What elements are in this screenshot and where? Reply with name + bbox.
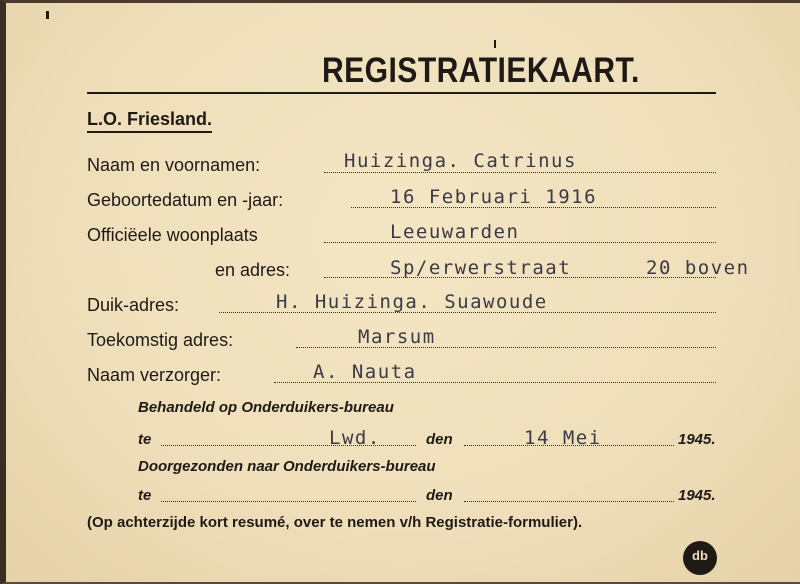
address-label: en adres:: [215, 260, 291, 280]
residence-value: Leeuwarden: [390, 221, 520, 243]
processed-year: 1945.: [678, 431, 716, 448]
footer-note: (Op achterzijde kort resumé, over te nemen v/h Registratie-formulier).: [87, 514, 583, 531]
name-dotted-line: [324, 172, 716, 173]
forwarded-te-label: te: [138, 487, 152, 504]
address-street-value: Sp/erwerstraat: [390, 257, 572, 279]
name-value: Huizinga. Catrinus: [344, 150, 577, 172]
processed-date-value: 14 Mei: [524, 427, 602, 449]
name-label: Naam en voornamen:: [87, 155, 261, 175]
address-number-value: 20 boven: [646, 257, 750, 279]
caretaker-label: Naam verzorger:: [87, 365, 222, 385]
title-underline: [87, 92, 716, 94]
forwarded-date-dotted-line: [464, 501, 674, 502]
processed-place-value: Lwd.: [329, 427, 381, 449]
forwarded-place-dotted-line: [161, 501, 416, 502]
organization-label: L.O. Friesland.: [87, 109, 212, 133]
card-title: REGISTRATIEKAART.: [322, 51, 640, 90]
processed-heading: Behandeld op Onderduikers-bureau: [138, 399, 394, 416]
forwarded-den-label: den: [426, 487, 453, 504]
future-address-label: Toekomstig adres:: [87, 330, 234, 350]
corner-mark: [46, 11, 49, 19]
residence-dotted-line: [324, 242, 716, 243]
processed-den-label: den: [426, 431, 453, 448]
hiding-address-value: H. Huizinga. Suawoude: [276, 291, 548, 313]
birthdate-label: Geboortedatum en -jaar:: [87, 190, 284, 210]
caretaker-value: A. Nauta: [313, 361, 417, 383]
processed-te-label: te: [138, 431, 152, 448]
birthdate-value: 16 Februari 1916: [390, 186, 598, 208]
forwarded-heading: Doorgezonden naar Onderduikers-bureau: [138, 458, 436, 475]
printer-logo: db: [683, 541, 717, 575]
hiding-address-label: Duik-adres:: [87, 295, 180, 315]
future-address-value: Marsum: [358, 326, 436, 348]
forwarded-year: 1945.: [678, 487, 716, 504]
residence-label: Officiëele woonplaats: [87, 225, 258, 245]
tick-mark: [494, 40, 496, 48]
